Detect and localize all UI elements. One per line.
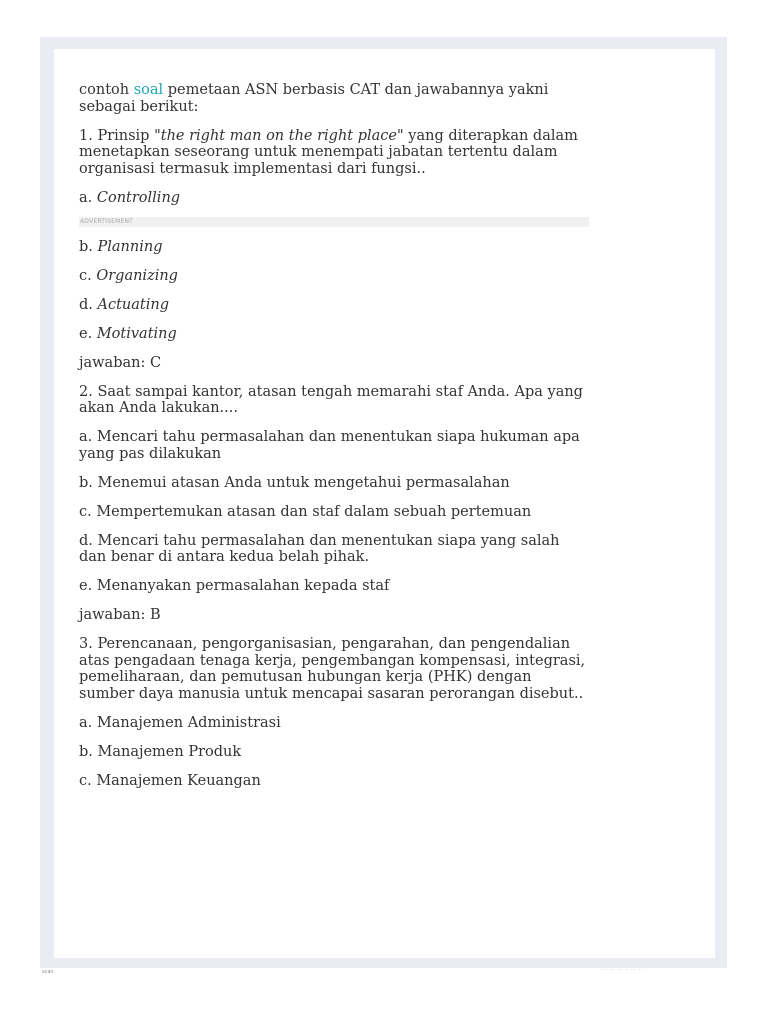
footer-right-text: ... .. .. . .. ..: [600, 966, 645, 972]
q3-option-c: c. Manajemen Keuangan: [79, 772, 261, 789]
question-1-prefix: 1. Prinsip ": [79, 127, 161, 144]
q1-option-b: [79, 239, 589, 256]
footer-left-text: scan: [42, 969, 54, 975]
question-1-italic: the right man on the right place: [160, 127, 397, 144]
option-text: Motivating: [96, 325, 177, 342]
q1-option-a: [79, 190, 589, 207]
q2-option-a: a. Mencari tahu permasalahan dan menentukan siapa hukuman apa yang pas dilakukan: [79, 429, 580, 462]
question-1-suffix: " yang diterapkan dalam menetapkan seseorang untuk menempati jabatan tertentu dalam organisasi termasuk implementasi dari fungsi..: [79, 127, 578, 177]
q3-option-b: b. Manajemen Produk: [79, 743, 242, 760]
option-text: Planning: [97, 238, 163, 255]
intro-text-before: contoh: [79, 82, 134, 98]
q2-answer: jawaban: B: [79, 607, 161, 623]
q2-option-b: b. Menemui atasan Anda untuk mengetahui permasalahan: [79, 474, 510, 491]
q3-option-a: a. Manajemen Administrasi: [79, 714, 281, 731]
question-3: 3. Perencanaan, pengorganisasian, pengarahan, dan pengendalian atas pengadaan tenaga kerja, pengembangan kompensasi, integrasi, pemeliharaan, dan pemutusan hubungan kerja (PHK) dengan sumber daya manusia untuk mencapai sasaran perorangan disebut..: [79, 636, 586, 702]
article-body: [79, 82, 589, 802]
q1-answer: jawaban: C: [79, 354, 162, 371]
option-letter: a.: [79, 189, 97, 206]
option-text: Controlling: [96, 189, 181, 206]
q1-option-d: [79, 297, 589, 314]
option-text: Organizing: [96, 267, 178, 284]
option-letter: d.: [79, 296, 98, 313]
q1-option-e: [79, 326, 589, 343]
intro-text-after: pemetaan ASN berbasis CAT dan jawabannya yakni sebagai berikut:: [79, 82, 549, 115]
q2-option-d: d. Mencari tahu permasalahan dan menentukan siapa yang salah dan benar di antara kedua belah pihak.: [79, 532, 560, 565]
option-letter: e.: [79, 325, 97, 342]
q1-option-c: [79, 268, 589, 285]
option-letter: c.: [79, 267, 97, 284]
option-text: Actuating: [97, 296, 170, 313]
option-letter: b.: [79, 238, 98, 255]
q2-option-e: e. Menanyakan permasalahan kepada staf: [79, 578, 390, 594]
advertisement-label: ADVERTISEMENT: [79, 217, 589, 227]
q2-option-c: c. Mempertemukan atasan dan staf dalam sebuah pertemuan: [79, 503, 532, 520]
question-1: [79, 128, 589, 178]
question-2: 2. Saat sampai kantor, atasan tengah memarahi staf Anda. Apa yang akan Anda lakukan....: [79, 383, 583, 416]
soal-link[interactable]: soal: [133, 82, 164, 98]
intro-paragraph: [79, 82, 589, 115]
